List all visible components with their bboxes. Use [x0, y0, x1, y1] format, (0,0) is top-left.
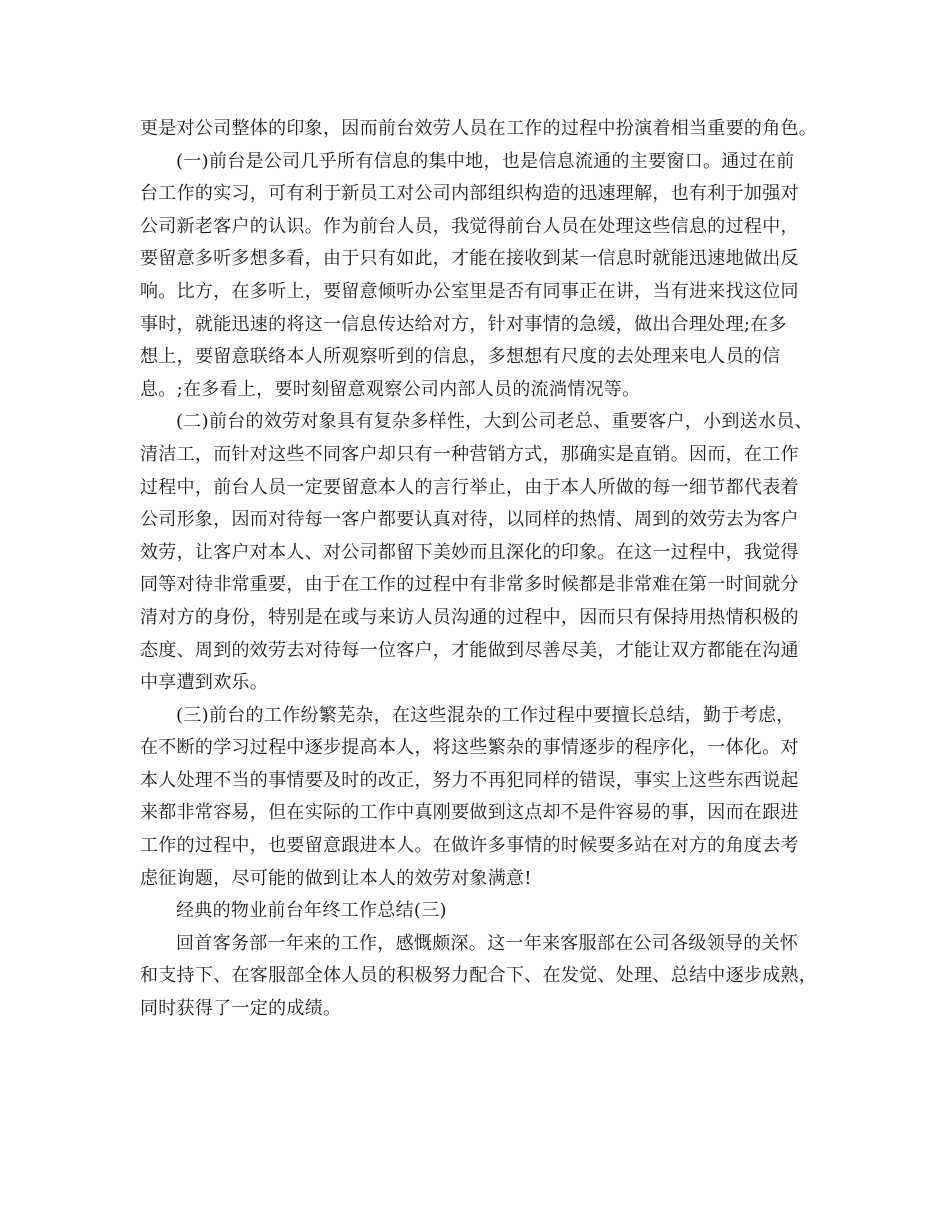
text-line: 过程中，前台人员一定要留意本人的言行举止，由于本人所做的每一细节都代表着 — [140, 476, 799, 498]
body-text — [140, 113, 830, 1026]
text-line: 回首客务部一年来的工作，感慨颇深。这一年来客服部在公司各级领导的关怀 — [176, 932, 799, 954]
text-line: 息。;在多看上，要时刻留意观察公司内部人员的流淌情况等。 — [140, 378, 641, 400]
text-line: 来都非常容易，但在实际的工作中真刚要做到这点却不是件容易的事，因而在跟进 — [140, 802, 799, 824]
text-line: 更是对公司整体的印象，因而前台效劳人员在工作的过程中扮演着相当重要的角色。 — [140, 118, 818, 139]
text-line: 事时，就能迅速的将这一信息传达给对方，针对事情的急缓，做出合理处理;在多 — [140, 313, 787, 335]
text-line: 响。比方，在多听上，要留意倾听办公室里是否有同事正在讲，当有进来找这位同 — [140, 280, 799, 302]
text-line: (二)前台的效劳对象具有复杂多样性，大到公司老总、重要客户，小到送水员、 — [176, 411, 813, 433]
text-line: 效劳，让客户对本人、对公司都留下美妙而且深化的印象。在这一过程中，我觉得 — [140, 541, 799, 563]
text-line: 本人处理不当的事情要及时的改正，努力不再犯同样的错误，事实上这些东西说起 — [140, 769, 799, 791]
text-line: 工作的过程中，也要留意跟进本人。在做许多事情的时候要多站在对方的角度去考 — [140, 835, 799, 857]
text-line: 清对方的身份，特别是在或与来访人员沟通的过程中，因而只有保持用热情积极的 — [140, 606, 799, 628]
text-line: 台工作的实习，可有利于新员工对公司内部组织构造的迅速理解，也有利于加强对 — [140, 183, 799, 205]
text-line: 公司新老客户的认识。作为前台人员，我觉得前台人员在处理这些信息的过程中， — [140, 215, 799, 237]
text-line: 在不断的学习过程中逐步提高本人，将这些繁杂的事情逐步的程序化，一体化。对 — [140, 737, 799, 759]
text-line: 中享遭到欢乐。 — [140, 672, 269, 694]
text-line: 虑征询题，尽可能的做到让本人的效劳对象满意! — [140, 867, 532, 889]
text-line: 同时获得了一定的成绩。 — [140, 998, 342, 1020]
text-line: 同等对待非常重要，由于在工作的过程中有非常多时候都是非常难在第一时间就分 — [140, 574, 799, 596]
text-line: (三)前台的工作纷繁芜杂，在这些混杂的工作过程中要擅长总结，勤于考虑， — [176, 704, 795, 726]
text-line: 要留意多听多想多看，由于只有如此，才能在接收到某一信息时就能迅速地做出反 — [140, 248, 799, 270]
text-line: 态度、周到的效劳去对待每一位客户，才能做到尽善尽美，才能让双方都能在沟通 — [140, 639, 799, 661]
text-line: (一)前台是公司几乎所有信息的集中地，也是信息流通的主要窗口。通过在前 — [176, 150, 795, 172]
text-line: 经典的物业前台年终工作总结(三) — [176, 900, 447, 922]
text-line: 公司形象，因而对待每一客户都要认真对待，以同样的热情、周到的效劳去为客户 — [140, 509, 799, 531]
text-line: 和支持下、在客服部全体人员的积极努力配合下、在发觉、处理、总结中逐步成熟， — [140, 965, 818, 987]
text-line: 想上，要留意联络本人所观察听到的信息，多想想有尺度的去处理来电人员的信 — [140, 346, 781, 368]
text-line: 清洁工，而针对这些不同客户却只有一种营销方式，那确实是直销。因而，在工作 — [140, 443, 799, 465]
